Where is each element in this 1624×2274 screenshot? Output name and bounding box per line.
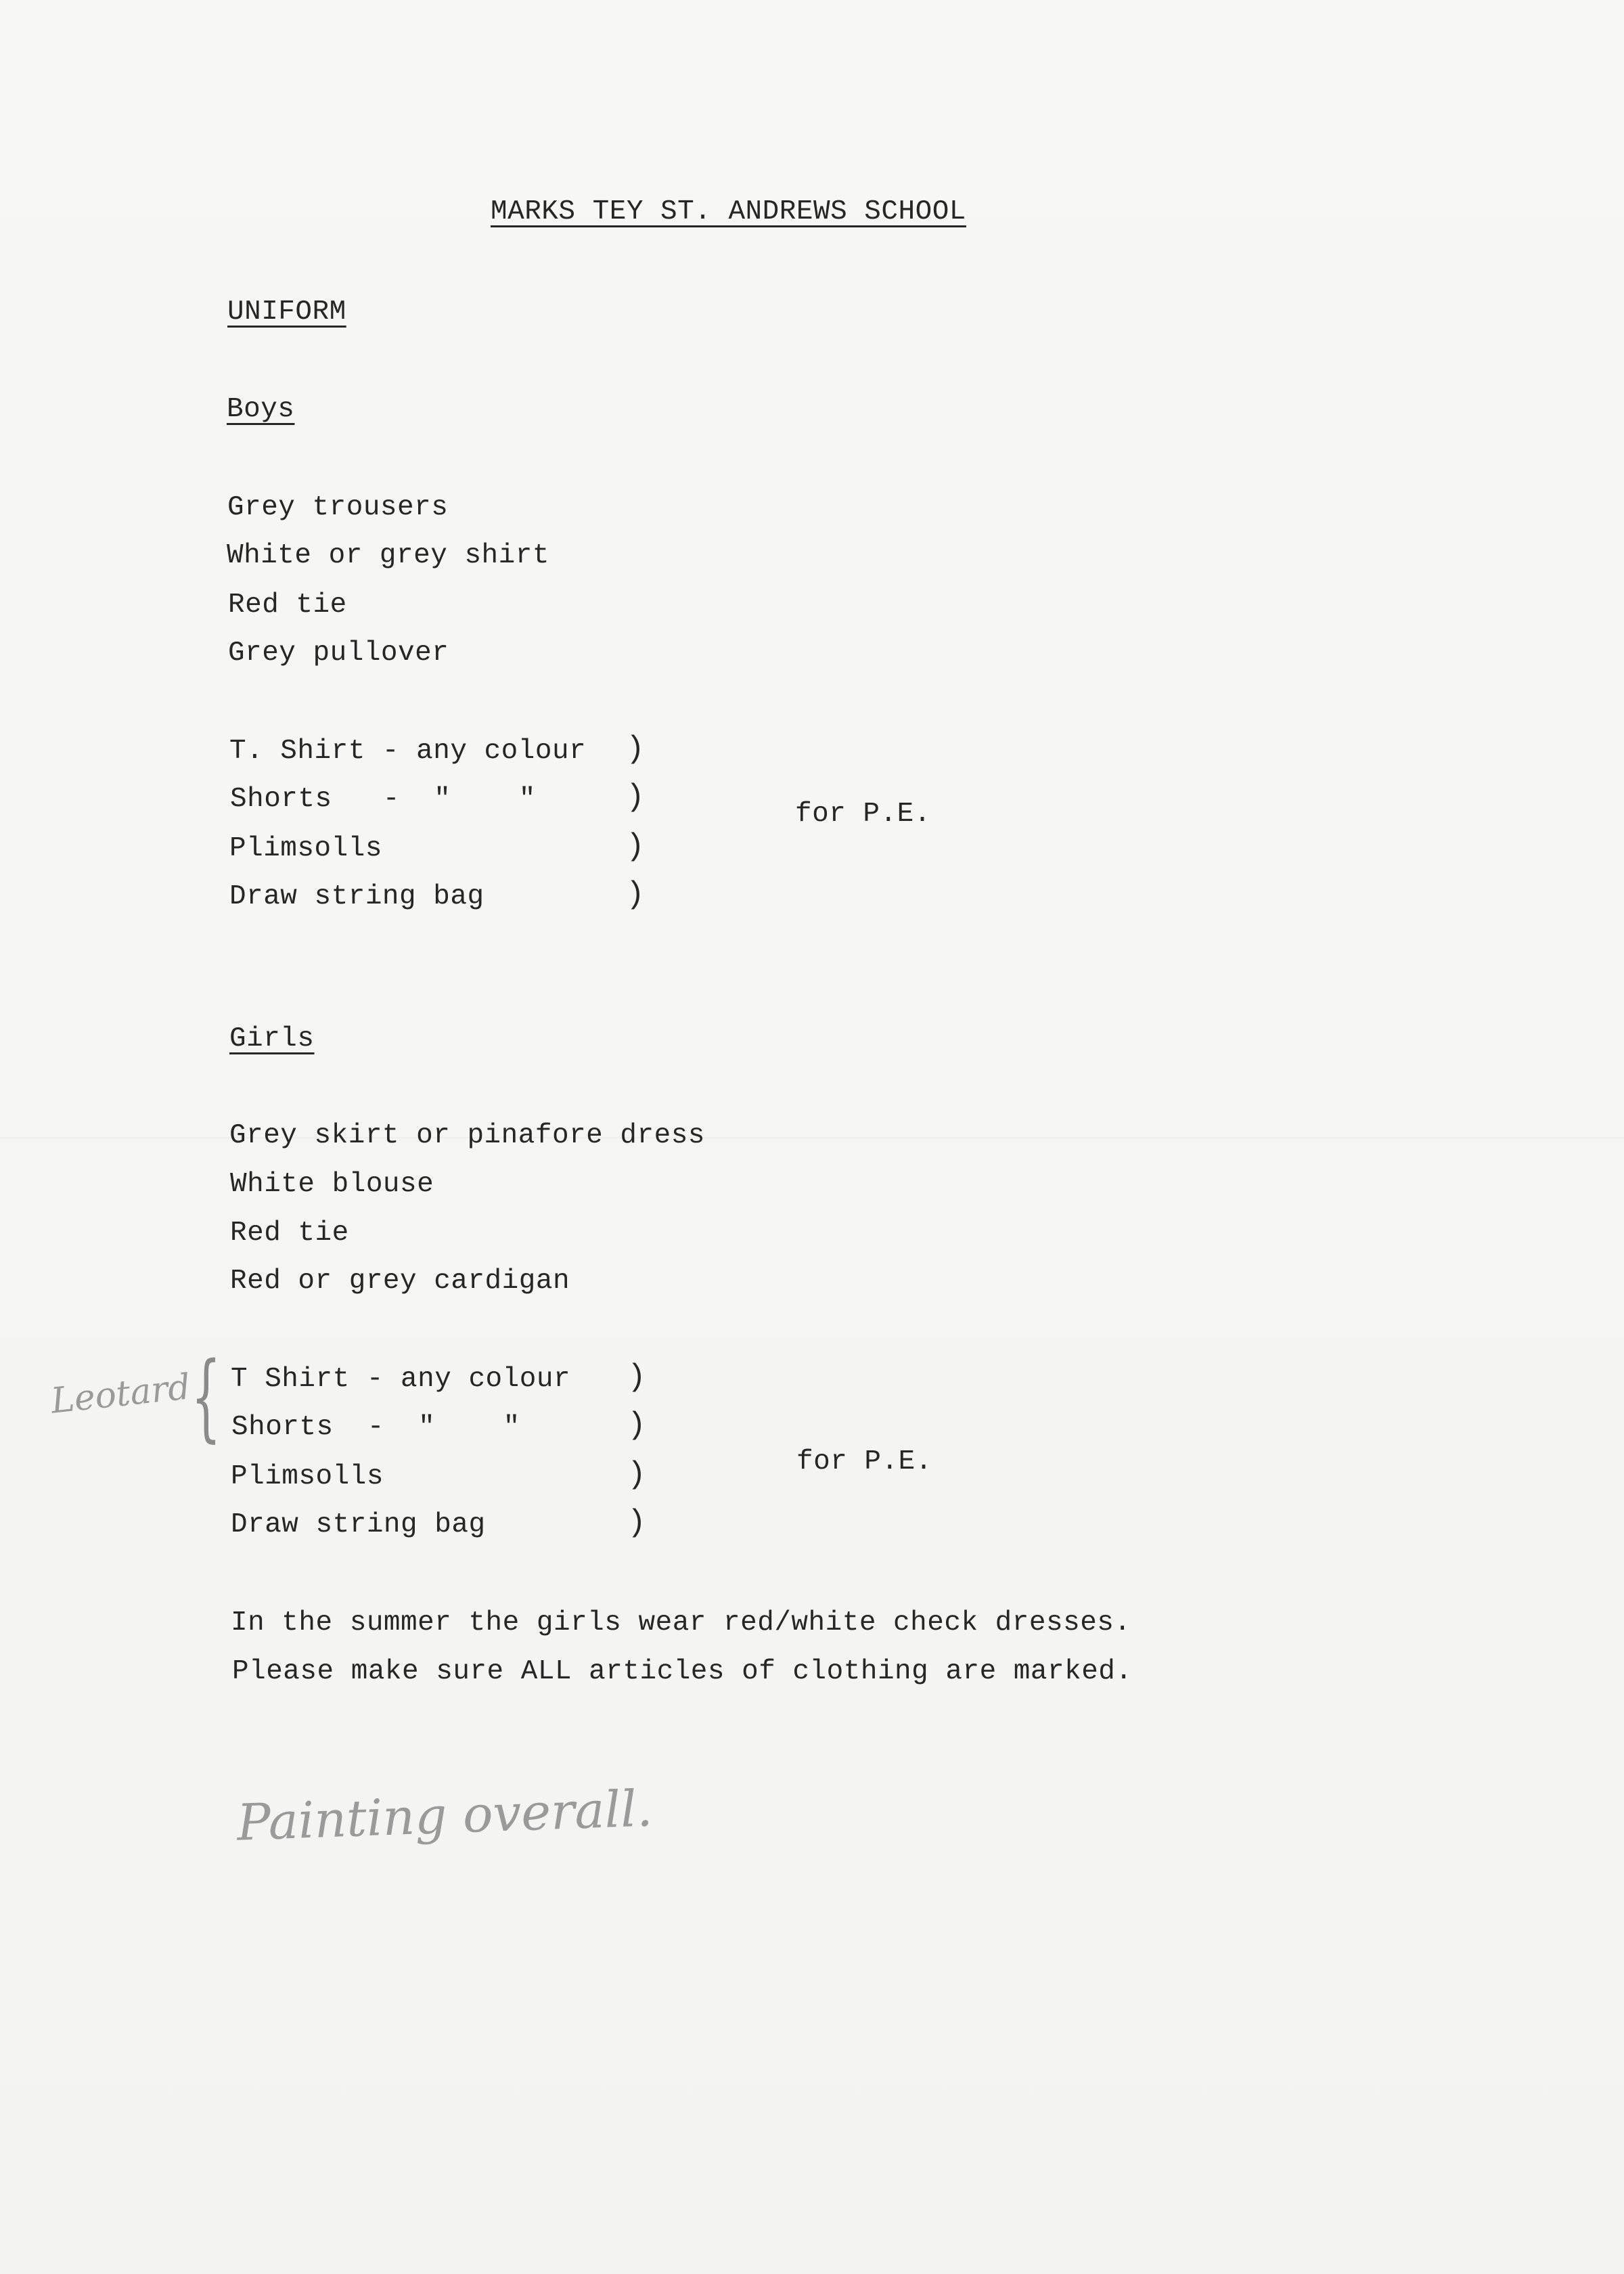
girls-item: White blouse	[230, 1169, 434, 1200]
bracket-mark: )	[627, 1457, 646, 1492]
boys-pe-item: Plimsolls	[229, 833, 382, 864]
boys-pe-item: Draw string bag	[229, 881, 484, 912]
boys-pe-label: for P.E.	[795, 799, 931, 830]
bracket-mark: )	[627, 1408, 646, 1443]
boys-item: Grey pullover	[228, 638, 449, 669]
girls-pe-label: for P.E.	[796, 1446, 932, 1477]
note-line: Please make sure ALL articles of clothing are marked.	[232, 1656, 1133, 1687]
girls-pe-item: Shorts - " "	[231, 1412, 520, 1443]
boys-pe-item: Shorts - " "	[230, 784, 536, 815]
bracket-mark: )	[626, 829, 645, 864]
boys-heading: Boys	[227, 394, 295, 425]
note-line: In the summer the girls wear red/white check dresses.	[231, 1607, 1131, 1638]
uniform-heading: UNIFORM	[227, 296, 346, 328]
girls-item: Red tie	[230, 1218, 349, 1249]
bracket-mark: )	[626, 732, 645, 767]
girls-heading: Girls	[229, 1023, 315, 1054]
girls-item: Red or grey cardigan	[230, 1266, 570, 1297]
handwritten-brace: {	[191, 1342, 221, 1452]
boys-pe-item: T. Shirt - any colour	[229, 736, 587, 767]
boys-item: White or grey shirt	[227, 540, 549, 571]
boys-item: Red tie	[228, 589, 347, 621]
girls-pe-item: T Shirt - any colour	[231, 1364, 571, 1395]
girls-item: Grey skirt or pinafore dress	[229, 1120, 705, 1151]
girls-pe-item: Plimsolls	[231, 1461, 384, 1492]
school-title: MARKS TEY ST. ANDREWS SCHOOL	[491, 196, 966, 227]
bracket-mark: )	[626, 780, 645, 815]
handwritten-margin-note: Leotard	[49, 1366, 193, 1422]
bracket-mark: )	[627, 1505, 646, 1540]
bracket-mark: )	[626, 877, 645, 912]
handwritten-bottom-note: Painting overall.	[235, 1779, 654, 1852]
bracket-mark: )	[627, 1360, 646, 1395]
boys-item: Grey trousers	[227, 492, 449, 523]
girls-pe-item: Draw string bag	[231, 1509, 486, 1540]
